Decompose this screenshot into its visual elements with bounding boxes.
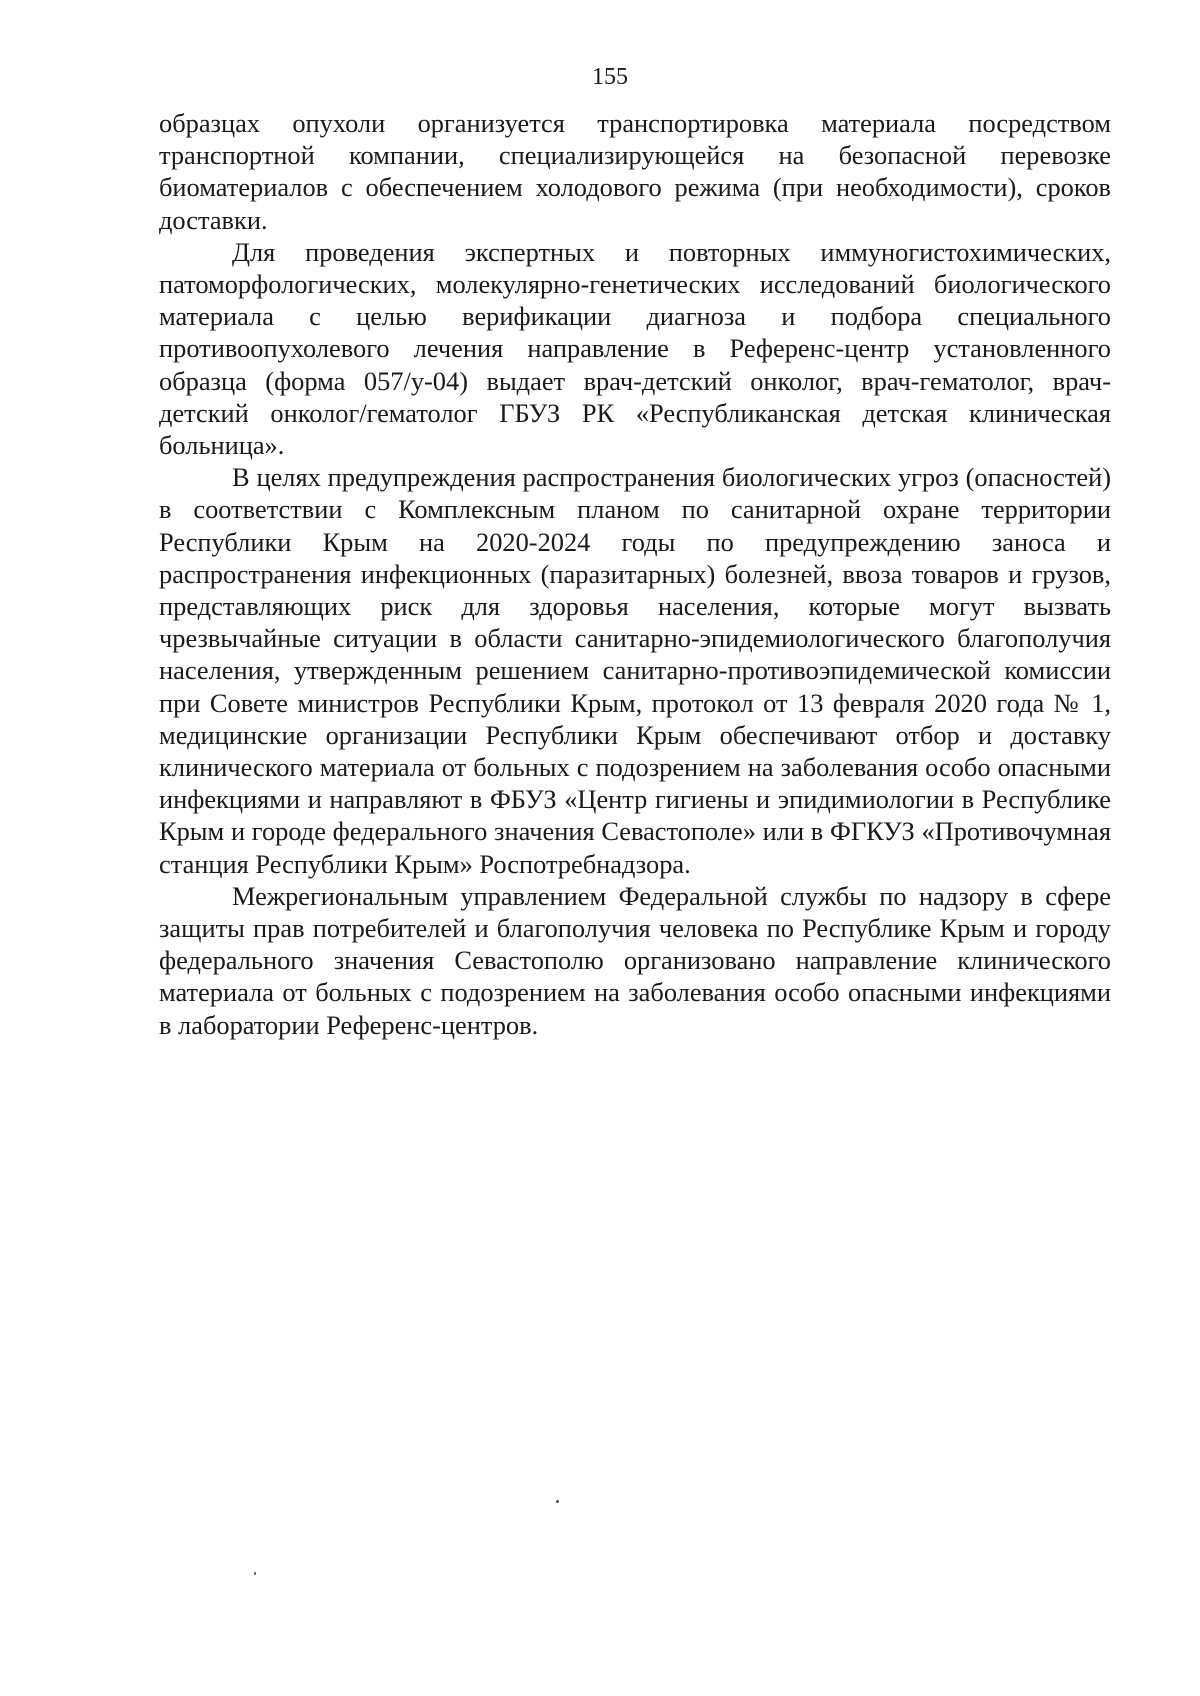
document-body: [159, 107, 1111, 1041]
paragraph-continuation: образцах опухоли организуется транспортировка материала посредством транспортной компании, специализирующейся на безопасной перевозке биоматериалов с обеспечением холодового режима (при необходимости), сроков доставки.: [159, 108, 1111, 235]
scan-speck: [556, 1500, 559, 1503]
page-number: 155: [592, 64, 628, 90]
paragraph-biological-threats: В целях предупреждения распространения биологических угроз (опасностей) в соответствии с Комплексным планом по санитарной охране территории Республики Крым на 2020-2024 годы по предупреждению заноса и распространения инфекционных (паразитарных) болезней, ввоза товаров и грузов, представляющих риск для здоровья населения, которые могут вызвать чрезвычайные ситуации в области санитарно-эпидемиологического благополучия населения, утвержденным решением санитарно-противоэпидемической комиссии при Совете министров Республики Крым, протокол от 13 февраля 2020 года № 1, медицинские организации Республики Крым обеспечивают отбор и доставку клинического материала от больных с подозрением на заболевания особо опасными инфекциями и направляют в ФБУЗ «Центр гигиены и эпидимиологии в Республике Крым и городе федерального значения Севастополе» или в ФГКУЗ «Противочумная станция Республики Крым» Роспотребнадзора.: [159, 462, 1111, 879]
scan-speck: [254, 1572, 256, 1575]
paragraph-interregional-directorate: Межрегиональным управлением Федеральной службы по надзору в сфере защиты прав потребителей и благополучия человека по Республике Крым и городу федерального значения Севастополю организовано направление клинического материала от больных с подозрением на заболевания особо опасными инфекциями в лаборатории Референс-центров.: [159, 880, 1111, 1040]
paragraph-referral: Для проведения экспертных и повторных иммуногистохимических, патоморфологических, молекулярно-генетических исследований биологического материала с целью верификации диагноза и подбора специального противоопухолевого лечения направление в Референс-центр установленного образца (форма 057/у-04) выдает врач-детский онколог, врач-гематолог, врач-детский онколог/гематолог ГБУЗ РК «Республиканская детская клиническая больница».: [159, 236, 1111, 461]
